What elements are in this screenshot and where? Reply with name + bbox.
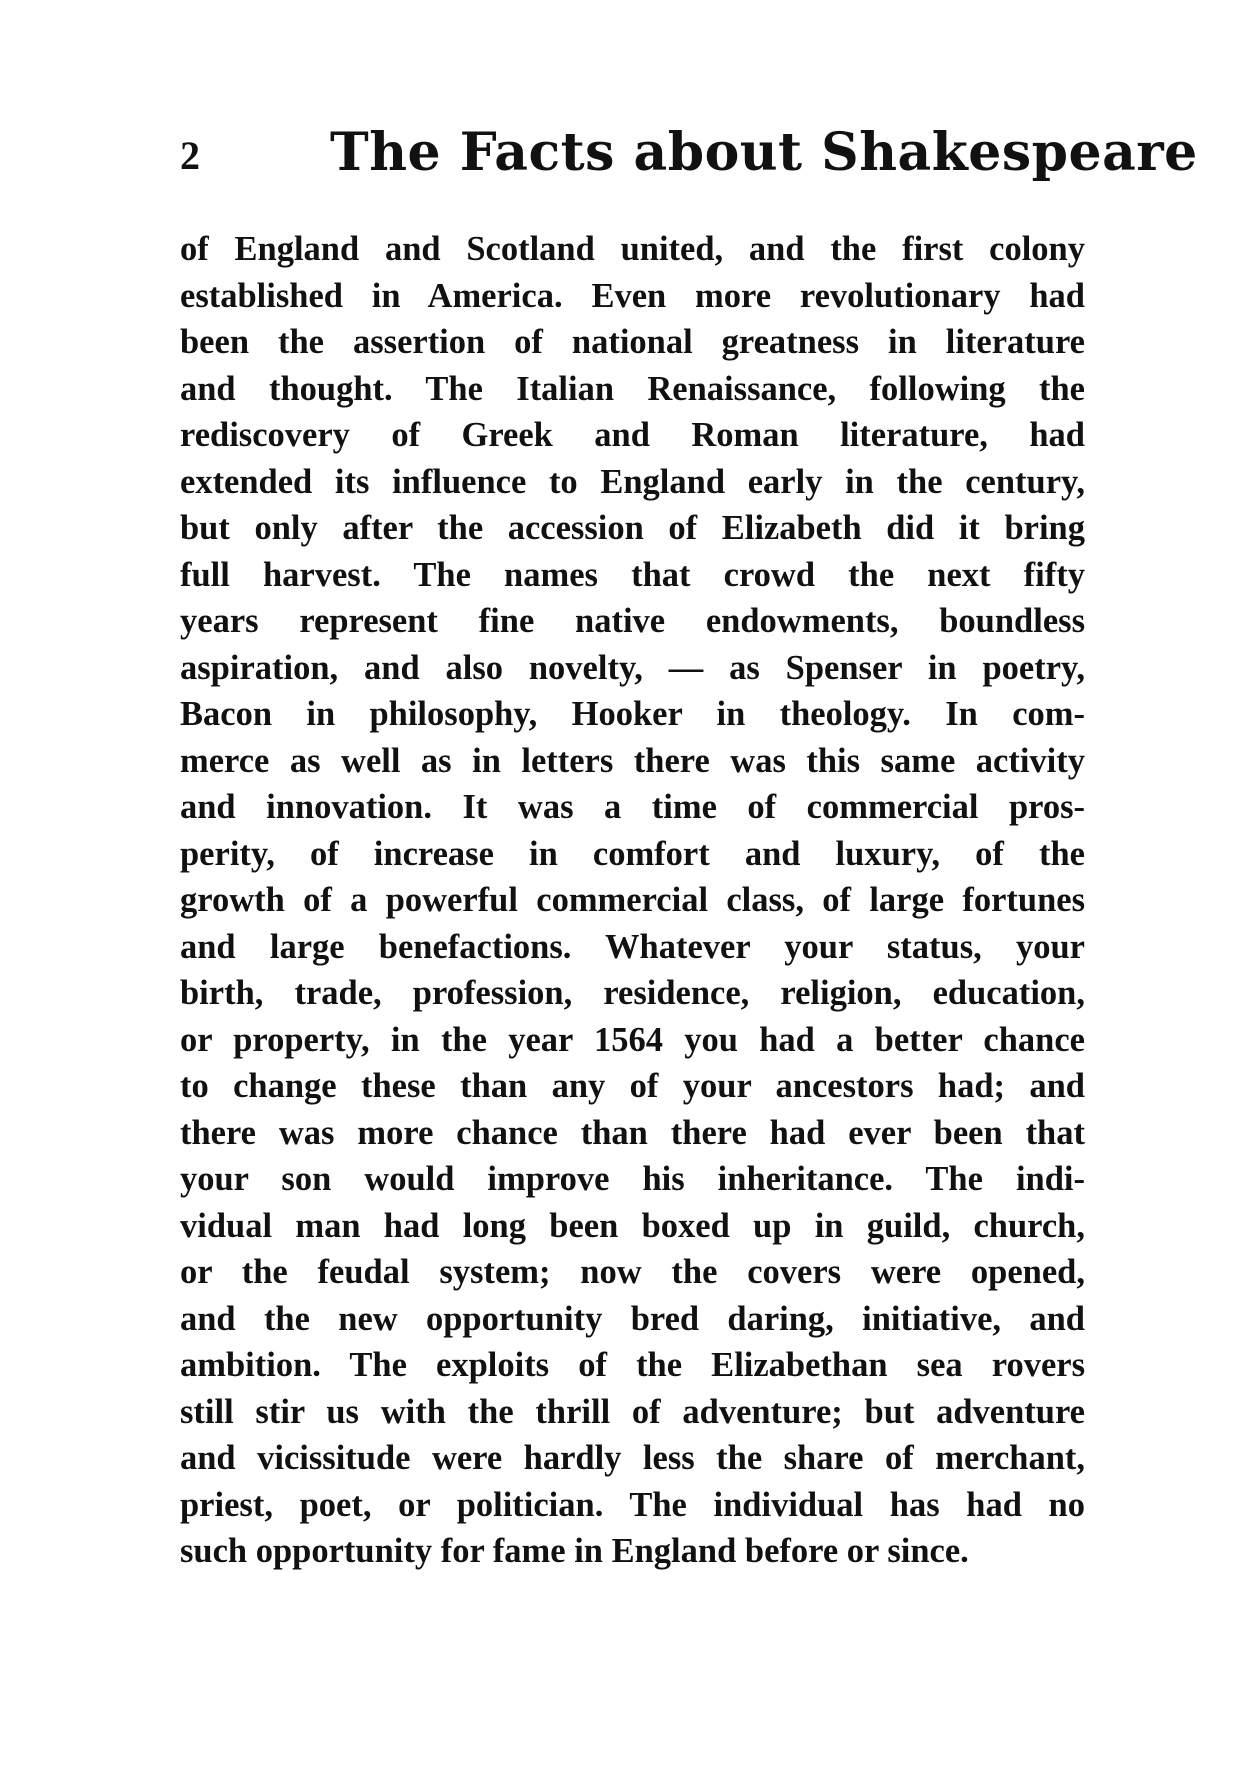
text-line: merce as well as in letters there was this same activity: [180, 741, 1085, 780]
text-line: aspiration, and also novelty, — as Spenser in poetry,: [180, 648, 1085, 687]
text-line: Bacon in philosophy, Hooker in theology. In com-: [180, 695, 1085, 733]
text-line: birth, trade, profession, residence, religion, education,: [180, 974, 1085, 1012]
text-line: there was more chance than there had ever been that: [180, 1113, 1085, 1152]
text-line: years represent fine native endowments, boundless: [180, 602, 1085, 640]
text-line: been the assertion of national greatness in literature: [180, 323, 1085, 361]
text-line: perity, of increase in comfort and luxury, of the: [180, 834, 1085, 873]
text-line: full harvest. The names that crowd the next fifty: [180, 555, 1085, 594]
text-line: priest, poet, or politician. The individual has had no: [180, 1485, 1085, 1524]
text-line: extended its influence to England early in the century,: [180, 462, 1085, 501]
text-line: ambition. The exploits of the Elizabethan sea rovers: [180, 1346, 1085, 1384]
text-line: established in America. Even more revolutionary had: [180, 276, 1085, 315]
running-head: [180, 118, 1198, 198]
body-text: [180, 226, 1085, 1575]
text-line: to change these than any of your ancestors had; and: [180, 1067, 1085, 1105]
text-line: rediscovery of Greek and Roman literature, had: [180, 416, 1085, 454]
text-line: growth of a powerful commercial class, of large fortunes: [180, 881, 1085, 919]
text-line: such opportunity for fame in England before or since.: [180, 1532, 969, 1570]
text-line: but only after the accession of Elizabeth did it bring: [180, 509, 1085, 547]
text-line: your son would improve his inheritance. The indi-: [180, 1160, 1085, 1198]
text-line: or the feudal system; now the covers were opened,: [180, 1253, 1085, 1291]
text-line: vidual man had long been boxed up in guild, church,: [180, 1206, 1085, 1245]
text-line: and thought. The Italian Renaissance, following the: [180, 369, 1085, 408]
text-line: still stir us with the thrill of adventure; but adventure: [180, 1392, 1085, 1431]
text-line: of England and Scotland united, and the first colony: [180, 230, 1085, 268]
text-line: and large benefactions. Whatever your status, your: [180, 927, 1085, 966]
text-line: or property, in the year 1564 you had a better chance: [180, 1020, 1085, 1059]
page-number: 2: [180, 133, 200, 178]
text-line: and vicissitude were hardly less the share of merchant,: [180, 1439, 1085, 1477]
text-line: and innovation. It was a time of commercial pros-: [180, 788, 1085, 826]
text-line: and the new opportunity bred daring, initiative, and: [180, 1299, 1085, 1338]
running-title: The Facts about Shakespeare: [330, 122, 1198, 183]
